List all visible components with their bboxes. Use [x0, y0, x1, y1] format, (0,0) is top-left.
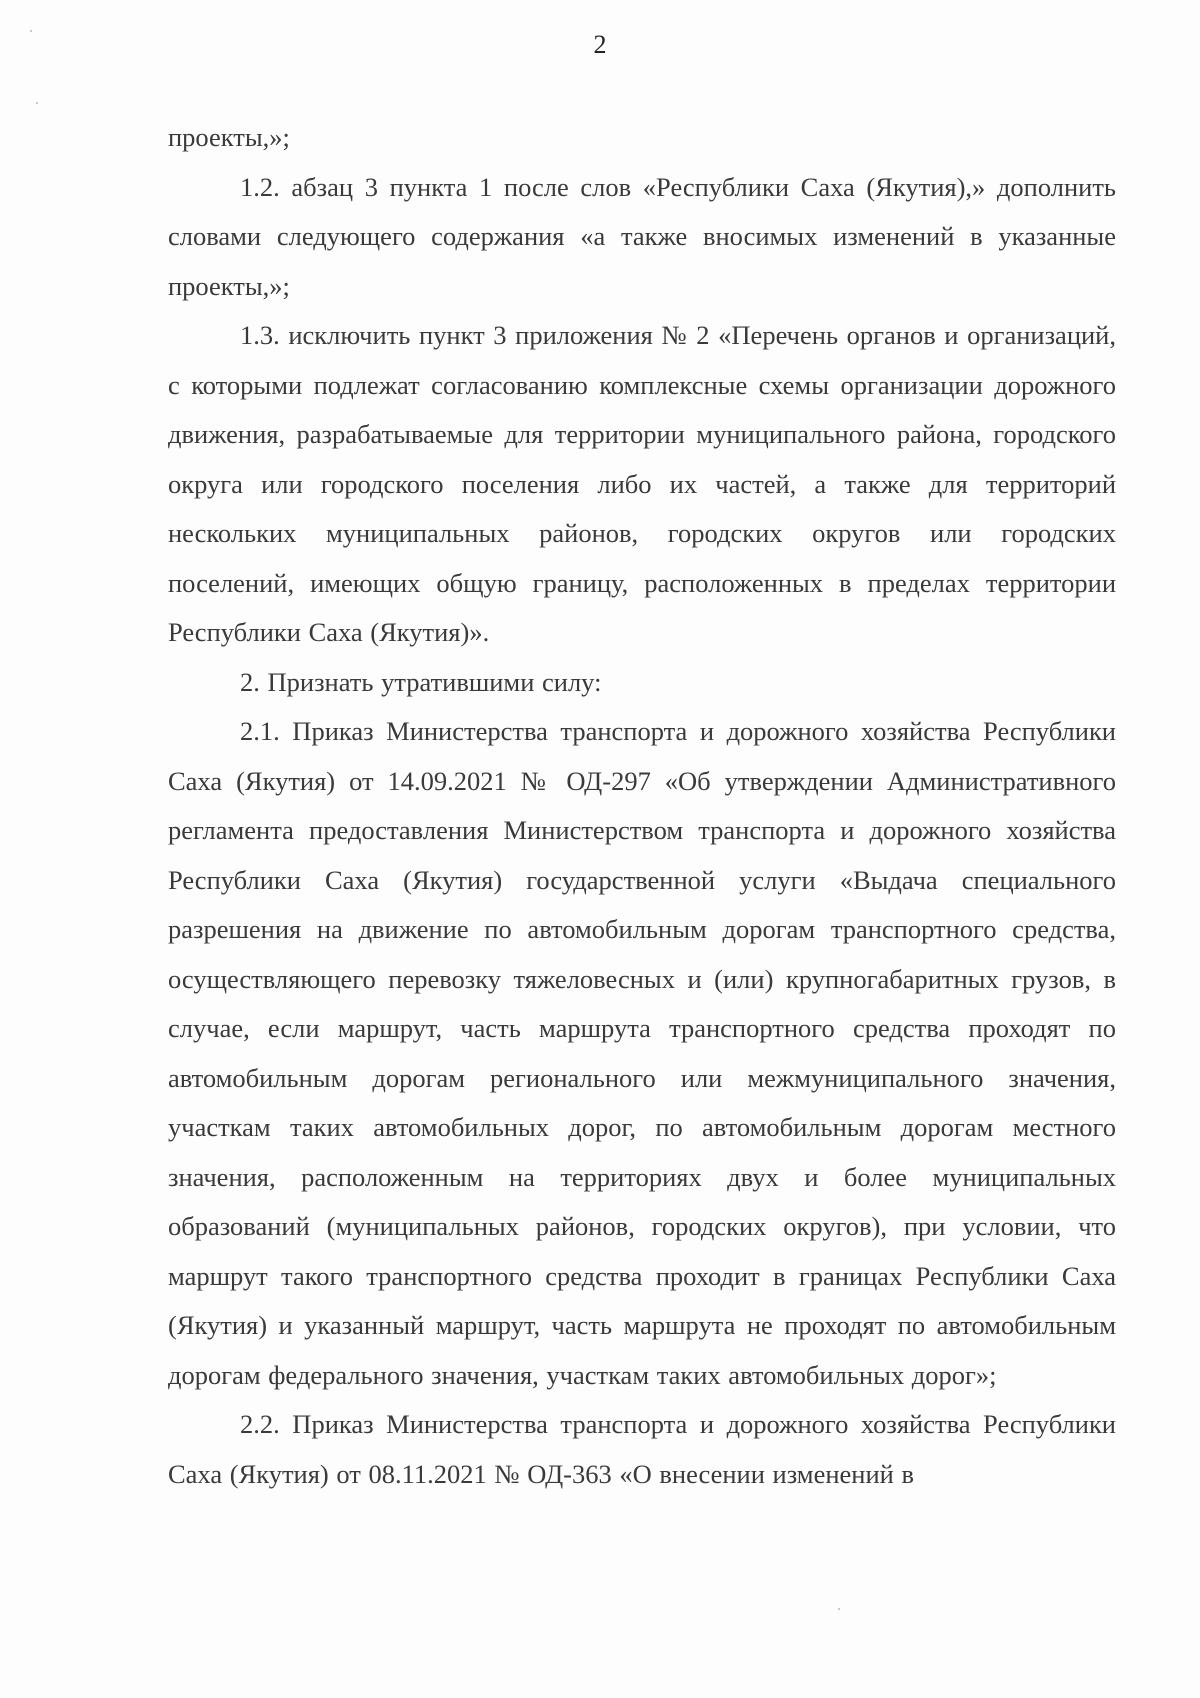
paragraph-item-1-3: 1.3. исключить пункт 3 приложения № 2 «Перечень органов и организаций, с которыми подлежат согласованию комплексные схемы организации дорожного движения, разрабатываемые для территории муниципального района, городского округа или городского поселения либо их частей, а также для территорий нескольких муниципальных районов, городских округов или городских поселений, имеющих общую границу, расположенных в пределах территории Республики Саха (Якутия)». [168, 320, 1116, 647]
paragraph-item-2-2: 2.2. Приказ Министерства транспорта и дорожного хозяйства Республики Саха (Якутия) от 08.11.2021 № ОД-363 «О внесении изменений в [168, 1409, 1116, 1489]
paragraph-continuation: проекты,»; [168, 122, 290, 152]
paragraph-item-2: 2. Признать утратившими силу: [240, 666, 602, 697]
paragraph-item-2-1: 2.1. Приказ Министерства транспорта и дорожного хозяйства Республики Саха (Якутия) от 14.09.2021 № ОД-297 «Об утверждении Административного регламента предоставления Министерством транспорта и дорожного хозяйства Республики Саха (Якутия) государственной услуги «Выдача специального разрешения на движение по автомобильным дорогам транспортного средства, осуществляющего перевозку тяжеловесных и (или) крупногабаритных грузов, в случае, если маршрут, часть маршрута транспортного средства проходят по автомобильным дорогам регионального или межмуниципального значения, участкам таких автомобильных дорог, по автомобильным дорогам местного значения, расположенным на территориях двух и более муниципальных образований (муниципальных районов, городских округов), при условии, что маршрут такого транспортного средства проходит в границах Республики Саха (Якутия) и указанный маршрут, часть маршрута не проходят по автомобильным дорогам федерального значения, участкам таких автомобильных дорог»; [168, 716, 1116, 1390]
scan-speck [838, 1608, 840, 1610]
page-number: 2 [593, 30, 607, 59]
scan-speck [36, 102, 38, 104]
paragraph-item-1-2: 1.2. абзац 3 пункта 1 после слов «Республики Саха (Якутия),» дополнить словами следующего содержания «а также вносимых изменений в указанные проекты,»; [168, 171, 1116, 301]
document-body [168, 113, 1116, 1499]
scan-speck [30, 30, 32, 32]
